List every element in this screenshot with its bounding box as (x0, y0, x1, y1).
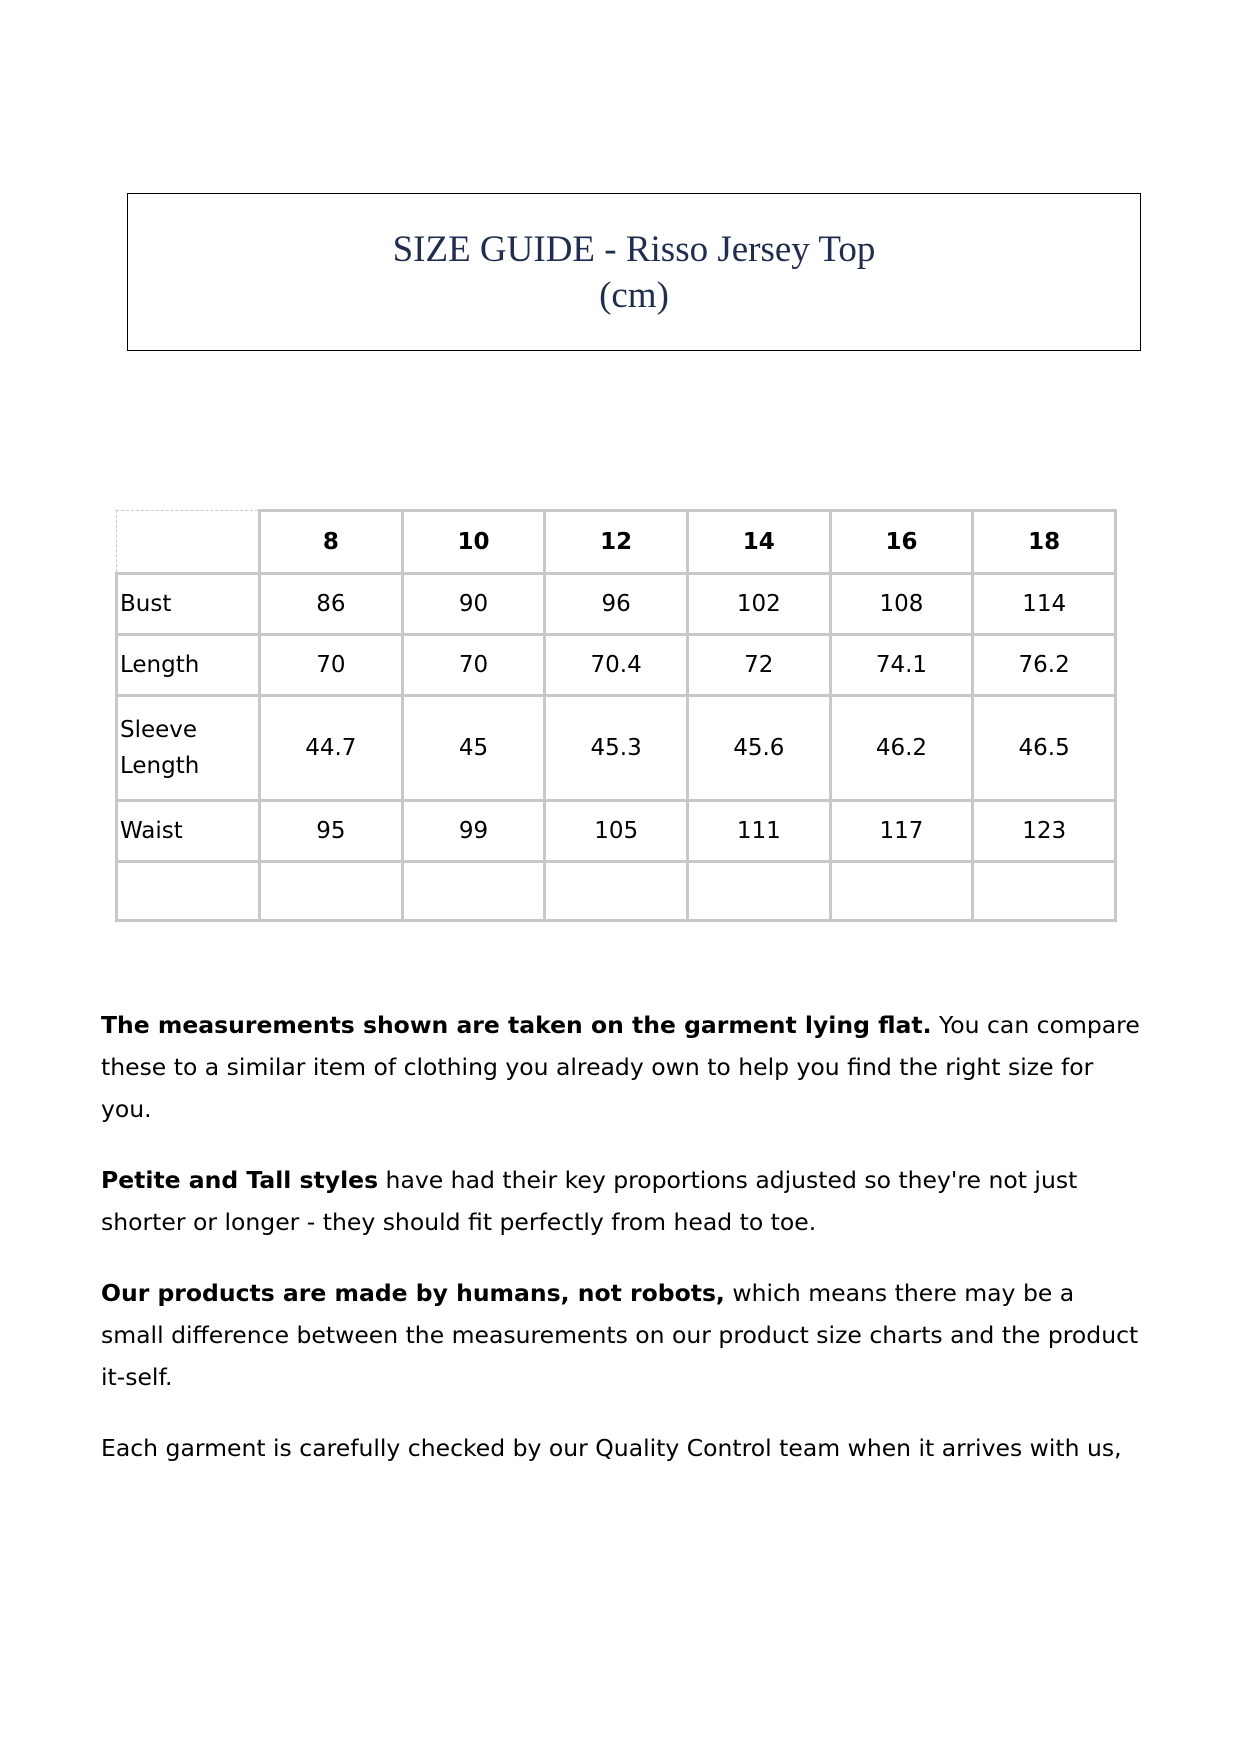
size-header: 10 (402, 511, 545, 574)
row-label: Length (117, 635, 260, 696)
table-cell: 46.5 (973, 696, 1116, 801)
title-line-2: (cm) (599, 275, 669, 316)
row-label-line-2: Length (120, 753, 200, 779)
note-text: You can compare these to a similar item of clothing you already own to help you find the right size for you. (101, 1011, 1140, 1123)
note-paragraph (101, 1004, 1141, 1130)
table-cell: 96 (545, 574, 688, 635)
table-cell: 70.4 (545, 635, 688, 696)
note-bold-lead: Our products are made by humans, not robots, (101, 1279, 725, 1307)
table-cell: 45 (402, 696, 545, 801)
table-row (117, 574, 1116, 635)
table-cell: 99 (402, 801, 545, 862)
corner-cell (117, 511, 260, 574)
row-label: Waist (117, 801, 260, 862)
table-cell: 72 (687, 635, 830, 696)
note-text: which means there may be a small difference between the measurements on our product size charts and the product it-self. (101, 1279, 1139, 1391)
table-row (117, 635, 1116, 696)
table-row (117, 801, 1116, 862)
size-header-row (117, 511, 1116, 574)
table-cell: 44.7 (260, 696, 403, 801)
note-paragraph (101, 1272, 1141, 1398)
note-paragraph (101, 1159, 1141, 1243)
table-cell: 108 (830, 574, 973, 635)
size-header: 18 (973, 511, 1116, 574)
table-cell (973, 862, 1116, 921)
table-cell (260, 862, 403, 921)
size-header: 16 (830, 511, 973, 574)
table-cell: 45.6 (687, 696, 830, 801)
table-cell (830, 862, 973, 921)
table-cell: 114 (973, 574, 1116, 635)
size-header: 14 (687, 511, 830, 574)
table-cell: 95 (260, 801, 403, 862)
row-label (117, 862, 260, 921)
note-bold-lead: The measurements shown are taken on the garment lying flat. (101, 1011, 932, 1039)
table-cell: 105 (545, 801, 688, 862)
note-text: Each garment is carefully checked by our Quality Control team when it arrives with us, (101, 1434, 1122, 1462)
size-table (115, 509, 1117, 922)
title-line-1: SIZE GUIDE - Risso Jersey Top (392, 229, 876, 270)
table-cell: 76.2 (973, 635, 1116, 696)
row-label-line-1: Sleeve (120, 717, 198, 743)
size-header: 8 (260, 511, 403, 574)
table-cell (545, 862, 688, 921)
table-cell: 70 (402, 635, 545, 696)
table-cell: 70 (260, 635, 403, 696)
row-label: Bust (117, 574, 260, 635)
table-cell: 90 (402, 574, 545, 635)
table-cell (687, 862, 830, 921)
table-row-empty (117, 862, 1116, 921)
table-cell (402, 862, 545, 921)
table-cell: 86 (260, 574, 403, 635)
table-row (117, 696, 1116, 801)
notes-section (101, 1004, 1141, 1498)
table-cell: 46.2 (830, 696, 973, 801)
table-cell: 45.3 (545, 696, 688, 801)
note-text: have had their key proportions adjusted so they're not just shorter or longer - they should fit perfectly from head to toe. (101, 1166, 1078, 1236)
note-paragraph (101, 1427, 1141, 1469)
note-bold-lead: Petite and Tall styles (101, 1166, 379, 1194)
row-label (117, 696, 260, 801)
table-cell: 102 (687, 574, 830, 635)
table-cell: 123 (973, 801, 1116, 862)
table-cell: 111 (687, 801, 830, 862)
size-header: 12 (545, 511, 688, 574)
size-guide-title-box (127, 193, 1141, 351)
table-cell: 74.1 (830, 635, 973, 696)
table-cell: 117 (830, 801, 973, 862)
